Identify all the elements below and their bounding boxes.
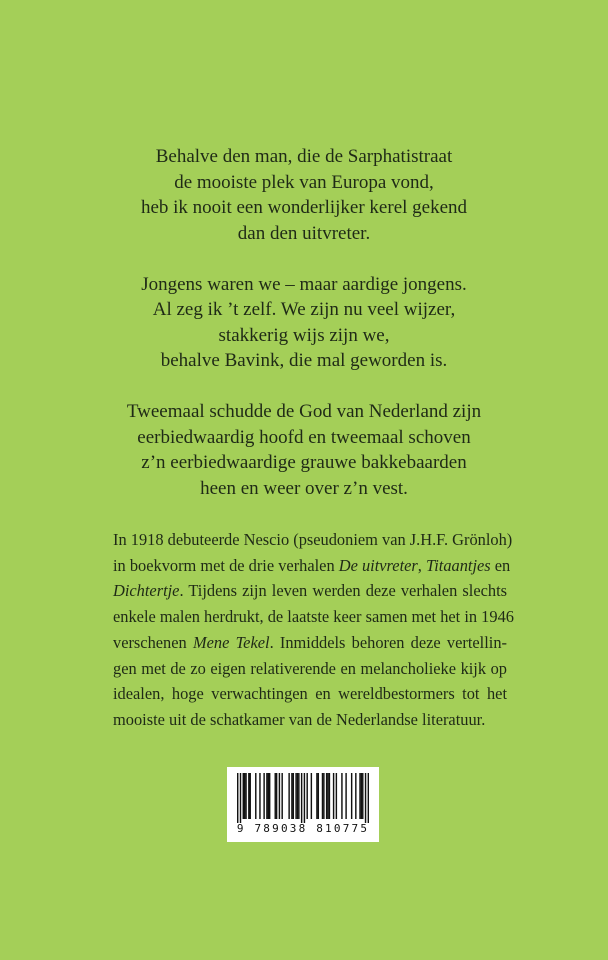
barcode-bar <box>276 773 277 819</box>
barcode-bar <box>248 773 249 819</box>
blurb-text: . Tijdens zijn leven werden deze verhalen slechts <box>179 581 507 601</box>
barcode-bar <box>281 773 282 819</box>
barcode-bar <box>244 773 245 819</box>
quote-line: Jongens waren we – maar aardige jongens. <box>141 273 467 295</box>
barcode-bars <box>237 773 369 823</box>
isbn-digits: 9 789038 810775 <box>236 822 370 835</box>
barcode-bar <box>301 773 302 823</box>
quote-line: Tweemaal schudde de God van Nederland zijn <box>126 401 482 422</box>
barcode-bar <box>361 773 362 819</box>
barcode-bar <box>263 773 264 819</box>
barcode-bar <box>333 773 334 819</box>
barcode-bar <box>368 773 369 823</box>
barcode-bar <box>266 773 267 819</box>
barcode-bar <box>291 773 292 819</box>
barcode-bar <box>326 773 327 819</box>
barcode-bar <box>311 773 312 819</box>
quote-section <box>0 144 608 527</box>
barcode-bar <box>336 773 337 819</box>
barcode-bar <box>288 773 289 819</box>
quote-stanza-2 <box>0 272 608 374</box>
blurb-line: In 1918 debuteerde Nescio (pseudoniem van J.H.F. Grönloh) <box>113 530 513 549</box>
barcode-bar <box>327 773 328 819</box>
blurb-paragraph <box>113 527 514 733</box>
barcode-bar <box>269 773 270 819</box>
blurb-line <box>113 578 507 604</box>
quote-line: Al zeg ik ’t zelf. We zijn nu veel wijzer, <box>152 299 456 320</box>
barcode-bar <box>355 773 356 819</box>
quote-stanza-1 <box>0 144 608 246</box>
book-title: De uitvreter <box>338 555 418 575</box>
barcode-bar <box>329 773 330 819</box>
book-title: Mene Tekel <box>192 632 270 652</box>
isbn-barcode <box>227 767 379 842</box>
quote-line: dan den uitvreter. <box>237 222 371 244</box>
barcode-bar <box>359 773 360 819</box>
blurb-text: , <box>417 555 426 575</box>
barcode-bar <box>275 773 276 819</box>
quote-line: heb ik nooit een wonderlijker kerel gekend <box>140 197 468 218</box>
blurb-text: en <box>490 555 511 575</box>
barcode-bar <box>351 773 352 819</box>
barcode-bar <box>365 773 366 823</box>
barcode-bar <box>322 773 323 819</box>
blurb-text: verschenen <box>113 632 193 652</box>
quote-line: eerbiedwaardig hoofd en tweemaal schoven <box>137 426 471 448</box>
blurb-line <box>113 630 507 656</box>
blurb-line: idealen, hoge verwachtingen en wereldbestormers tot het <box>113 684 507 704</box>
book-title: Dichtertje <box>113 581 180 601</box>
quote-line: stakkerig wijs zijn we, <box>218 324 390 346</box>
barcode-bar <box>297 773 298 819</box>
quote-line: Behalve den man, die de Sarphatistraat <box>155 146 453 167</box>
blurb-line <box>113 553 511 579</box>
barcode-bar <box>255 773 256 819</box>
quote-line: behalve Bavink, die mal geworden is. <box>160 350 448 371</box>
blurb-line: gen met de zo eigen relativerende en melancholieke kijk op <box>113 658 507 678</box>
barcode-bar <box>304 773 305 823</box>
barcode-bar <box>245 773 246 819</box>
quote-stanza-3 <box>0 399 608 501</box>
barcode-bar <box>341 773 342 819</box>
barcode-bar <box>250 773 251 819</box>
barcode-bar <box>298 773 299 819</box>
quote-line: heen en weer over z’n vest. <box>200 477 408 499</box>
barcode-bar <box>237 773 238 823</box>
blurb-text: in boekvorm met de drie verhalen <box>113 555 339 575</box>
barcode-bar <box>362 773 363 819</box>
barcode-bar <box>316 773 317 819</box>
barcode-bar <box>345 773 346 819</box>
barcode-bar <box>295 773 296 819</box>
barcode-bar <box>318 773 319 819</box>
barcode-bar <box>293 773 294 819</box>
barcode-bar <box>268 773 269 819</box>
quote-line: de mooiste plek van Europa vond, <box>174 171 434 193</box>
barcode-bar <box>259 773 260 819</box>
barcode-bar <box>243 773 244 819</box>
barcode-bar <box>323 773 324 819</box>
book-title: Titaantjes <box>426 555 491 575</box>
blurb-line: enkele malen herdrukt, de laatste keer samen met het in 1946 <box>113 607 514 627</box>
barcode-bar <box>306 773 307 819</box>
barcode-bar <box>279 773 280 819</box>
blurb-text: . Inmiddels behoren deze vertellin- <box>269 632 507 652</box>
blurb-line: mooiste uit de schatkamer van de Nederlandse literatuur. <box>113 709 486 729</box>
barcode-bar <box>240 773 241 823</box>
quote-line: z’n eerbiedwaardige grauwe bakkebaarden <box>141 452 467 473</box>
